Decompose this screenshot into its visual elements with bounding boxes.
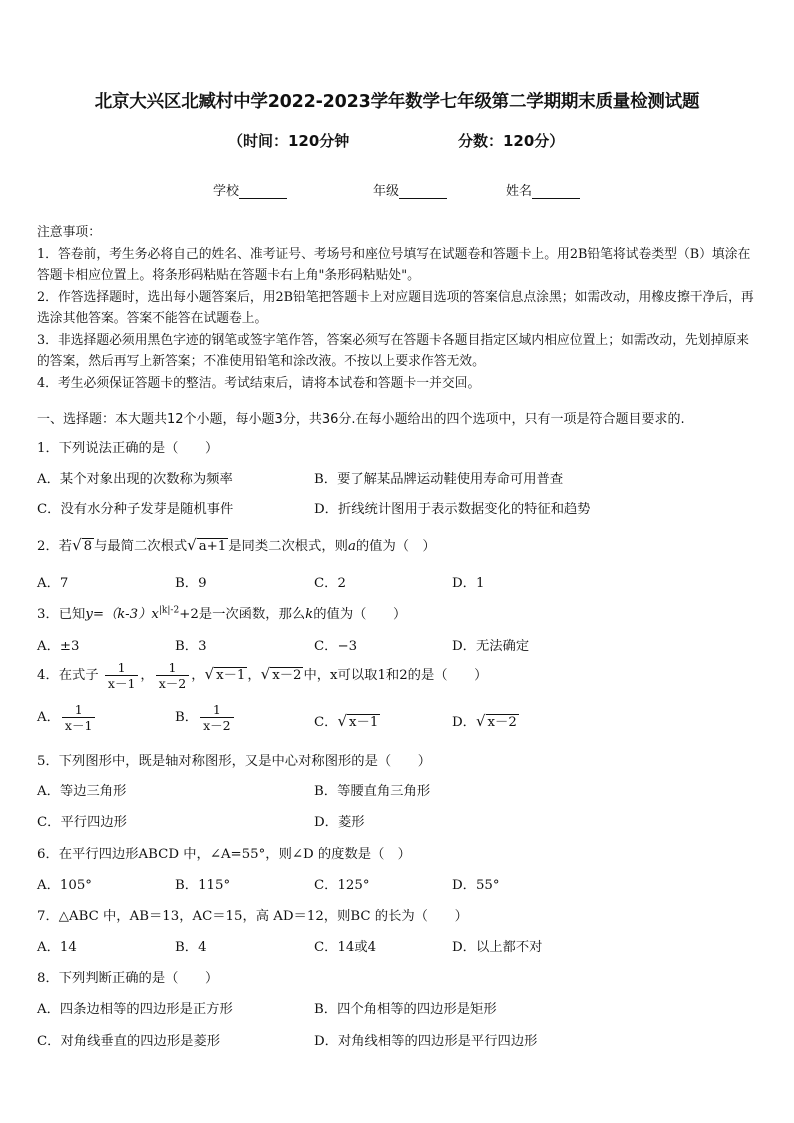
separator: ， bbox=[140, 668, 154, 683]
school-field[interactable] bbox=[213, 180, 287, 199]
radicand: x－2 bbox=[272, 668, 302, 683]
question-8-stem: 8．下列判断正确的是（ ） bbox=[37, 971, 219, 986]
notes-heading: 注意事项： bbox=[37, 225, 101, 240]
sqrt-x-1: √ x－1 bbox=[204, 665, 246, 683]
q4-option-c[interactable] bbox=[314, 711, 380, 730]
option-letter: A． bbox=[37, 710, 60, 725]
option-letter: C． bbox=[314, 715, 338, 730]
time-limit: （时间：120分钟 bbox=[228, 132, 350, 150]
numerator: 1 bbox=[168, 660, 177, 675]
grade-blank[interactable] bbox=[399, 185, 447, 199]
radicand: a+1 bbox=[198, 539, 227, 554]
sqrt-x-2: √ x－2 bbox=[260, 665, 302, 683]
q6-option-a[interactable]: A．105° bbox=[37, 878, 92, 893]
denominator: x－2 bbox=[156, 675, 190, 691]
q8-option-a[interactable]: A．四条边相等的四边形是正方形 bbox=[37, 1002, 233, 1017]
q3-text-2: +2是一次函数，那么 bbox=[179, 607, 306, 622]
exam-meta bbox=[0, 130, 794, 152]
q1-option-c[interactable]: C．没有水分种子发芽是随机事件 bbox=[37, 502, 234, 517]
sqrt-8: √ 8 bbox=[72, 536, 93, 554]
note-item: 3．非选择题必须用黑色字迹的钢笔或签字笔作答，答案必须写在答题卡各题目指定区域内相应位置上；如需改动，先划掉原来的答案，然后再写上新答案；不准使用铅笔和涂改液。不按以上要求作答无效。 bbox=[37, 332, 749, 369]
fraction-1-over-x-2 bbox=[200, 702, 234, 733]
q6-option-b[interactable]: B．115° bbox=[175, 878, 231, 893]
q5-option-a[interactable]: A．等边三角形 bbox=[37, 784, 127, 799]
fraction-1-over-x-1 bbox=[105, 660, 139, 691]
sqrt-x-2: √ x－2 bbox=[475, 712, 517, 730]
total-score: 分数：120分） bbox=[458, 132, 565, 150]
q2-text-4: 的值为（ ） bbox=[355, 539, 436, 554]
q7-option-d[interactable]: D．以上都不对 bbox=[452, 940, 543, 955]
q5-option-d[interactable]: D．菱形 bbox=[314, 815, 365, 830]
numerator: 1 bbox=[117, 660, 126, 675]
sqrt-x-1: √ x－1 bbox=[337, 712, 379, 730]
q8-option-c[interactable]: C．对角线垂直的四边形是菱形 bbox=[37, 1034, 221, 1049]
q1-option-a[interactable]: A．某个对象出现的次数称为频率 bbox=[37, 472, 233, 487]
name-blank[interactable] bbox=[532, 185, 580, 199]
school-label: 学校 bbox=[213, 184, 240, 199]
q2-text-3: 是同类二次根式，则 bbox=[228, 539, 348, 554]
numerator: 1 bbox=[212, 702, 221, 717]
q4-text-1: 4．在式子 bbox=[37, 668, 99, 683]
q4-option-b[interactable] bbox=[175, 702, 236, 733]
q6-option-d[interactable]: D．55° bbox=[452, 878, 500, 893]
question-7-stem: 7．△ABC 中，AB＝13，AC＝15，高 AD＝12，则BC 的长为（ ） bbox=[37, 909, 468, 924]
note-item: 2．作答选择题时，选出每小题答案后，用2B铅笔把答题卡上对应题目选项的答案信息点涂黑；如需改动，用橡皮擦干净后，再选涂其他答案。答案不能答在试题卷上。 bbox=[37, 289, 754, 326]
separator: ， bbox=[247, 668, 261, 683]
denominator: x－1 bbox=[105, 675, 139, 691]
q3-option-c[interactable]: C．−3 bbox=[314, 639, 358, 654]
q2-option-a[interactable]: A．7 bbox=[37, 576, 69, 591]
note-item: 4．考生必须保证答题卡的整洁。考试结束后，请将本试卷和答题卡一并交回。 bbox=[37, 375, 481, 391]
radicand: x－1 bbox=[349, 715, 379, 730]
q6-option-c[interactable]: C．125° bbox=[314, 878, 370, 893]
question-1-stem: 1．下列说法正确的是（ ） bbox=[37, 441, 219, 456]
q4-option-d[interactable] bbox=[452, 711, 519, 730]
q3-text-1: 3．已知 bbox=[37, 607, 86, 622]
q2-option-c[interactable]: C．2 bbox=[314, 576, 346, 591]
q5-option-c[interactable]: C．平行四边形 bbox=[37, 815, 127, 830]
fraction-1-over-x-1 bbox=[62, 702, 96, 733]
denominator: x－1 bbox=[62, 717, 96, 733]
q3-option-d[interactable]: D．无法确定 bbox=[452, 639, 530, 654]
q2-option-d[interactable]: D．1 bbox=[452, 576, 485, 591]
q3-option-b[interactable]: B．3 bbox=[175, 639, 207, 654]
question-5-stem: 5．下列图形中，既是轴对称图形，又是中心对称图形的是（ ） bbox=[37, 754, 432, 769]
radicand: 8 bbox=[83, 539, 93, 554]
exponent: |k|-2 bbox=[158, 605, 180, 616]
numerator: 1 bbox=[74, 702, 83, 717]
option-letter: B． bbox=[175, 710, 199, 725]
school-blank[interactable] bbox=[239, 185, 287, 199]
section-heading: 一、选择题：本大题共12个小题，每小题3分，共36分.在每小题给出的四个选项中，只有一项是符合题目要求的. bbox=[37, 412, 685, 427]
q4-option-a[interactable] bbox=[37, 702, 97, 733]
name-label: 姓名 bbox=[506, 184, 533, 199]
variable-k: k bbox=[305, 607, 314, 622]
grade-label: 年级 bbox=[373, 184, 400, 199]
denominator: x－2 bbox=[200, 717, 234, 733]
student-info bbox=[0, 180, 794, 200]
q2-option-b[interactable]: B．9 bbox=[175, 576, 207, 591]
separator: ， bbox=[191, 668, 205, 683]
grade-field[interactable] bbox=[373, 180, 447, 199]
question-2-stem bbox=[37, 535, 436, 554]
function-expression: y=（k-3）x bbox=[85, 607, 159, 622]
question-3-stem bbox=[37, 603, 406, 622]
q3-text-3: 的值为（ ） bbox=[313, 607, 407, 622]
q3-option-a[interactable]: A．±3 bbox=[37, 639, 80, 654]
question-4-stem bbox=[37, 660, 487, 691]
q7-option-c[interactable]: C．14或4 bbox=[314, 940, 377, 955]
fraction-1-over-x-2 bbox=[156, 660, 190, 691]
notes-section bbox=[37, 222, 759, 394]
q1-option-b[interactable]: B．要了解某品牌运动鞋使用寿命可用普查 bbox=[314, 472, 564, 487]
question-6-stem: 6．在平行四边形ABCD 中，∠A=55°，则∠D 的度数是（ ） bbox=[37, 847, 411, 862]
q4-text-2: 中，x可以取1和2的是（ ） bbox=[303, 668, 488, 683]
q2-text-1: 2．若 bbox=[37, 539, 73, 554]
option-letter: D． bbox=[452, 715, 476, 730]
radicand: x－1 bbox=[216, 668, 246, 683]
q8-option-d[interactable]: D．对角线相等的四边形是平行四边形 bbox=[314, 1034, 538, 1049]
variable-a: a bbox=[347, 539, 356, 554]
q5-option-b[interactable]: B．等腰直角三角形 bbox=[314, 784, 431, 799]
exam-title: 北京大兴区北臧村中学2022-2023学年数学七年级第二学期期末质量检测试题 bbox=[94, 92, 700, 112]
note-item: 1．答卷前，考生务必将自己的姓名、准考证号、考场号和座位号填写在试题卷和答题卡上。用2B铅笔将试卷类型（B）填涂在答题卡相应位置上。将条形码粘贴在答题卡右上角"条形码粘贴处"。 bbox=[37, 246, 751, 283]
q2-text-2: 与最简二次根式 bbox=[94, 539, 188, 554]
sqrt-a-plus-1: √ a+1 bbox=[187, 536, 227, 554]
q1-option-d[interactable]: D．折线统计图用于表示数据变化的特征和趋势 bbox=[314, 502, 591, 517]
q7-option-b[interactable]: B．4 bbox=[175, 940, 207, 955]
name-field[interactable] bbox=[506, 180, 580, 199]
q8-option-b[interactable]: B．四个角相等的四边形是矩形 bbox=[314, 1002, 497, 1017]
q7-option-a[interactable]: A．14 bbox=[37, 940, 77, 955]
radicand: x－2 bbox=[487, 715, 517, 730]
